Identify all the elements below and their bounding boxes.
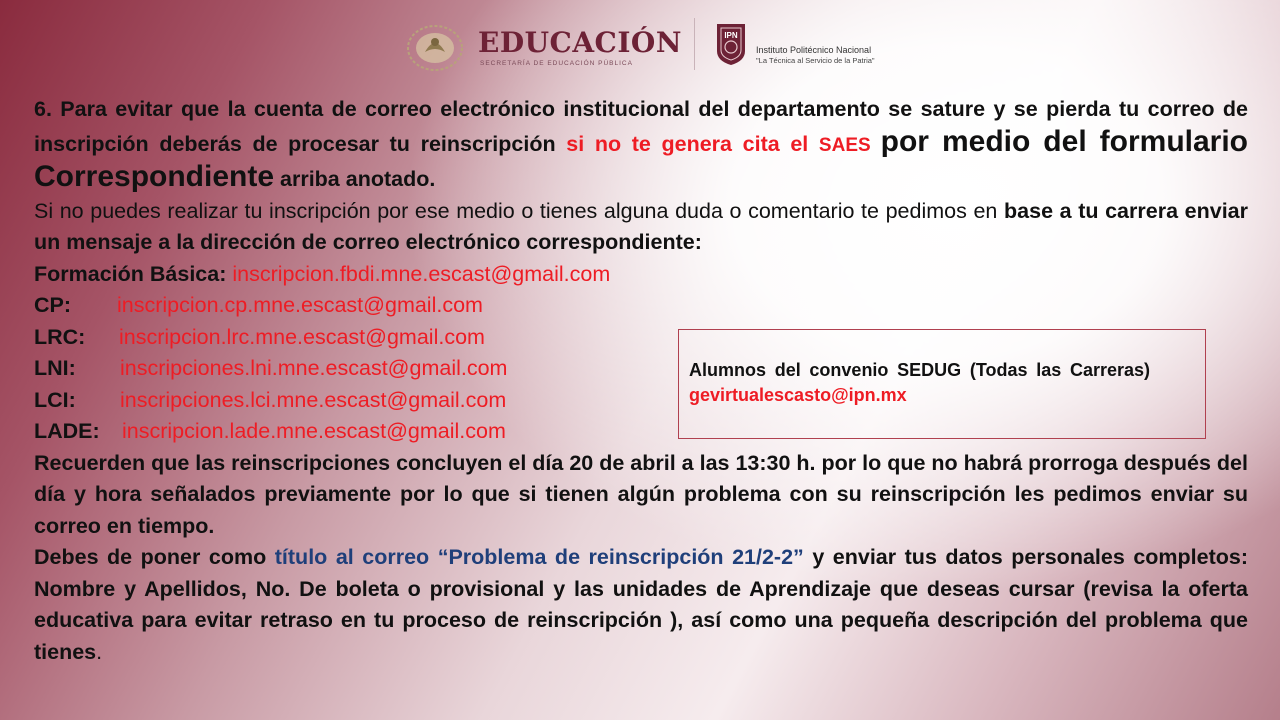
ipn-logo-icon: [714, 21, 748, 67]
p4-details: y enviar tus datos personales completos: Nombre y Apellidos, No. De boleta o provisional y las unidades de Aprendizaje que deseas cursar (revisa la oferta educativa para evitar retraso en tu proceso de reinscripción ), así como una pequeña descripción del problema que tienes: [34, 545, 1248, 664]
p2-bold: base a tu carrera enviar un mensaje a la dirección de correo electrónico correspondiente:: [34, 198, 1248, 254]
paragraph-subject: [34, 542, 1248, 668]
sedug-box: [678, 329, 1206, 439]
ipn-name: Instituto Politécnico Nacional: [756, 45, 872, 55]
p1-form-emphasis: por medio del formulario Correspondiente: [34, 124, 1248, 193]
education-subtitle: SECRETARÍA DE EDUCACIÓN PÚBLICA: [480, 60, 633, 67]
paragraph-instructions: [34, 94, 1248, 196]
sedug-email[interactable]: gevirtualescasto@ipn.mx: [689, 385, 907, 405]
education-title: EDUCACIÓN: [478, 26, 682, 59]
email-link[interactable]: inscripcion.lrc.mne.escast@gmail.com: [119, 324, 485, 349]
ipn-logo-text: IPN: [724, 31, 738, 40]
email-label: CP:: [34, 293, 72, 317]
p2-text: Si no puedes realizar tu inscripción por ese medio o tienes alguna duda o comentario te pedimos en: [34, 198, 1005, 223]
email-link[interactable]: inscripcion.fbdi.mne.escast@gmail.com: [232, 261, 611, 286]
email-link[interactable]: inscripciones.lni.mne.escast@gmail.com: [120, 356, 508, 380]
email-row-cp: [34, 290, 1248, 322]
p4-text: Debes de poner como: [34, 545, 275, 569]
p1-text: 6. Para evitar que la cuenta de correo electrónico institucional del departamento se sature y se pierda tu correo de inscripción deberás de procesar tu reinscripción: [34, 97, 1248, 156]
email-link[interactable]: inscripcion.cp.mne.escast@gmail.com: [117, 293, 483, 317]
p1-saes: SAES: [818, 134, 881, 156]
email-link[interactable]: inscripcion.lade.mne.escast@gmail.com: [122, 419, 506, 443]
header: [400, 16, 900, 76]
mexico-coat-of-arms-icon: [405, 22, 465, 72]
p4-period: .: [96, 639, 103, 664]
p4-subject-line: título al correo “Problema de reinscripción 21/2-2”: [274, 545, 804, 569]
sedug-text: Alumnos del convenio SEDUG (Todas las Carreras): [689, 360, 1150, 380]
paragraph-contact: [34, 196, 1248, 259]
email-row-fb: [34, 259, 1248, 291]
paragraph-deadline: Recuerden que las reinscripciones concluyen el día 20 de abril a las 13:30 h. por lo que no habrá prorroga después del día y hora señalados previamente por lo que si tienen algún problema con su reinscripción les pedimos enviar su correo en tiempo.: [34, 450, 1248, 538]
email-label: LCI:: [34, 387, 76, 412]
email-label: LNI:: [34, 356, 76, 380]
p1-tail: arriba anotado.: [274, 167, 436, 191]
ipn-slogan: "La Técnica al Servicio de la Patria": [756, 56, 875, 65]
email-link[interactable]: inscripciones.lci.mne.escast@gmail.com: [120, 387, 507, 412]
email-label: LADE:: [34, 419, 100, 443]
email-label: LRC:: [34, 324, 86, 349]
p1-highlight: si no te genera cita el: [566, 131, 819, 156]
header-divider: [694, 18, 695, 70]
email-label: Formación Básica:: [34, 261, 227, 286]
